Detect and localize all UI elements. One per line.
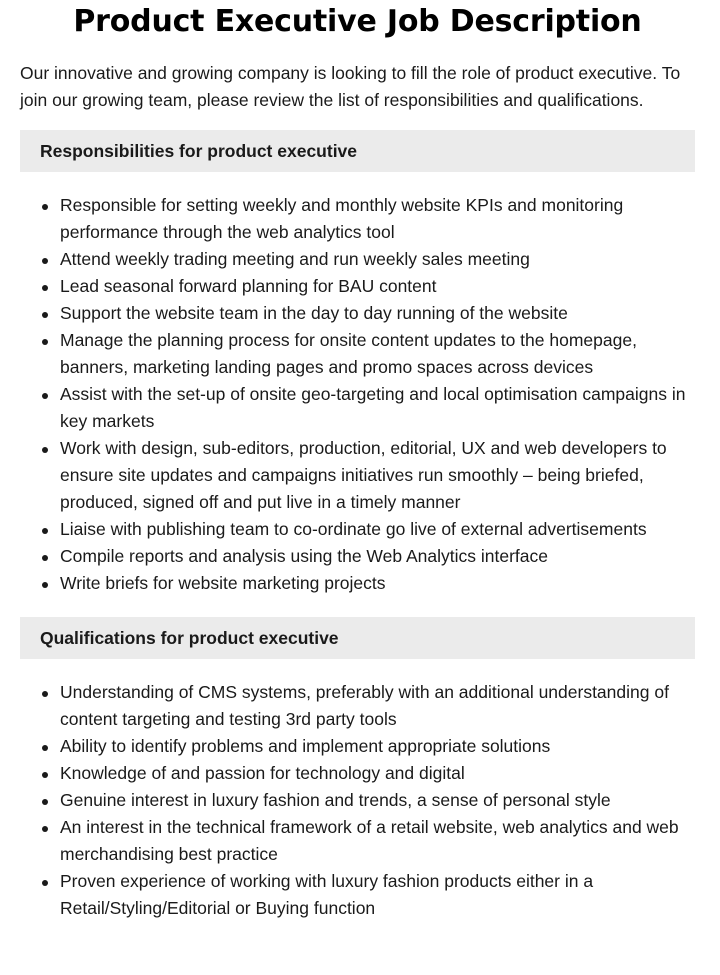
list-item: Lead seasonal forward planning for BAU content xyxy=(20,273,695,300)
list-item: Proven experience of working with luxury fashion products either in a Retail/Styling/Editorial or Buying function xyxy=(20,868,695,922)
list-item: Understanding of CMS systems, preferably with an additional understanding of content targeting and testing 3rd party tools xyxy=(20,679,695,733)
list-item: Responsible for setting weekly and monthly website KPIs and monitoring performance through the web analytics tool xyxy=(20,192,695,246)
list-item: Write briefs for website marketing projects xyxy=(20,570,695,597)
page-title: Product Executive Job Description xyxy=(73,4,642,39)
list-item: Attend weekly trading meeting and run weekly sales meeting xyxy=(20,246,695,273)
list-item: Knowledge of and passion for technology and digital xyxy=(20,760,695,787)
list-item: Liaise with publishing team to co-ordinate go live of external advertisements xyxy=(20,516,695,543)
list-item: An interest in the technical framework of a retail website, web analytics and web merchandising best practice xyxy=(20,814,695,868)
intro-paragraph: Our innovative and growing company is looking to fill the role of product executive. To join our growing team, please review the list of responsibilities and qualifications. xyxy=(20,63,681,110)
qualifications-list xyxy=(20,679,695,922)
responsibilities-heading: Responsibilities for product executive xyxy=(20,130,695,172)
list-item: Compile reports and analysis using the Web Analytics interface xyxy=(20,543,695,570)
list-item: Support the website team in the day to day running of the website xyxy=(20,300,695,327)
list-item: Genuine interest in luxury fashion and trends, a sense of personal style xyxy=(20,787,695,814)
list-item: Manage the planning process for onsite content updates to the homepage, banners, marketing landing pages and promo spaces across devices xyxy=(20,327,695,381)
qualifications-heading: Qualifications for product executive xyxy=(20,617,695,659)
responsibilities-list xyxy=(20,192,695,597)
list-item: Work with design, sub-editors, production, editorial, UX and web developers to ensure site updates and campaigns initiatives run smoothly – being briefed, produced, signed off and put live in a timely manner xyxy=(20,435,695,516)
list-item: Ability to identify problems and implement appropriate solutions xyxy=(20,733,695,760)
list-item: Assist with the set-up of onsite geo-targeting and local optimisation campaigns in key markets xyxy=(20,381,695,435)
